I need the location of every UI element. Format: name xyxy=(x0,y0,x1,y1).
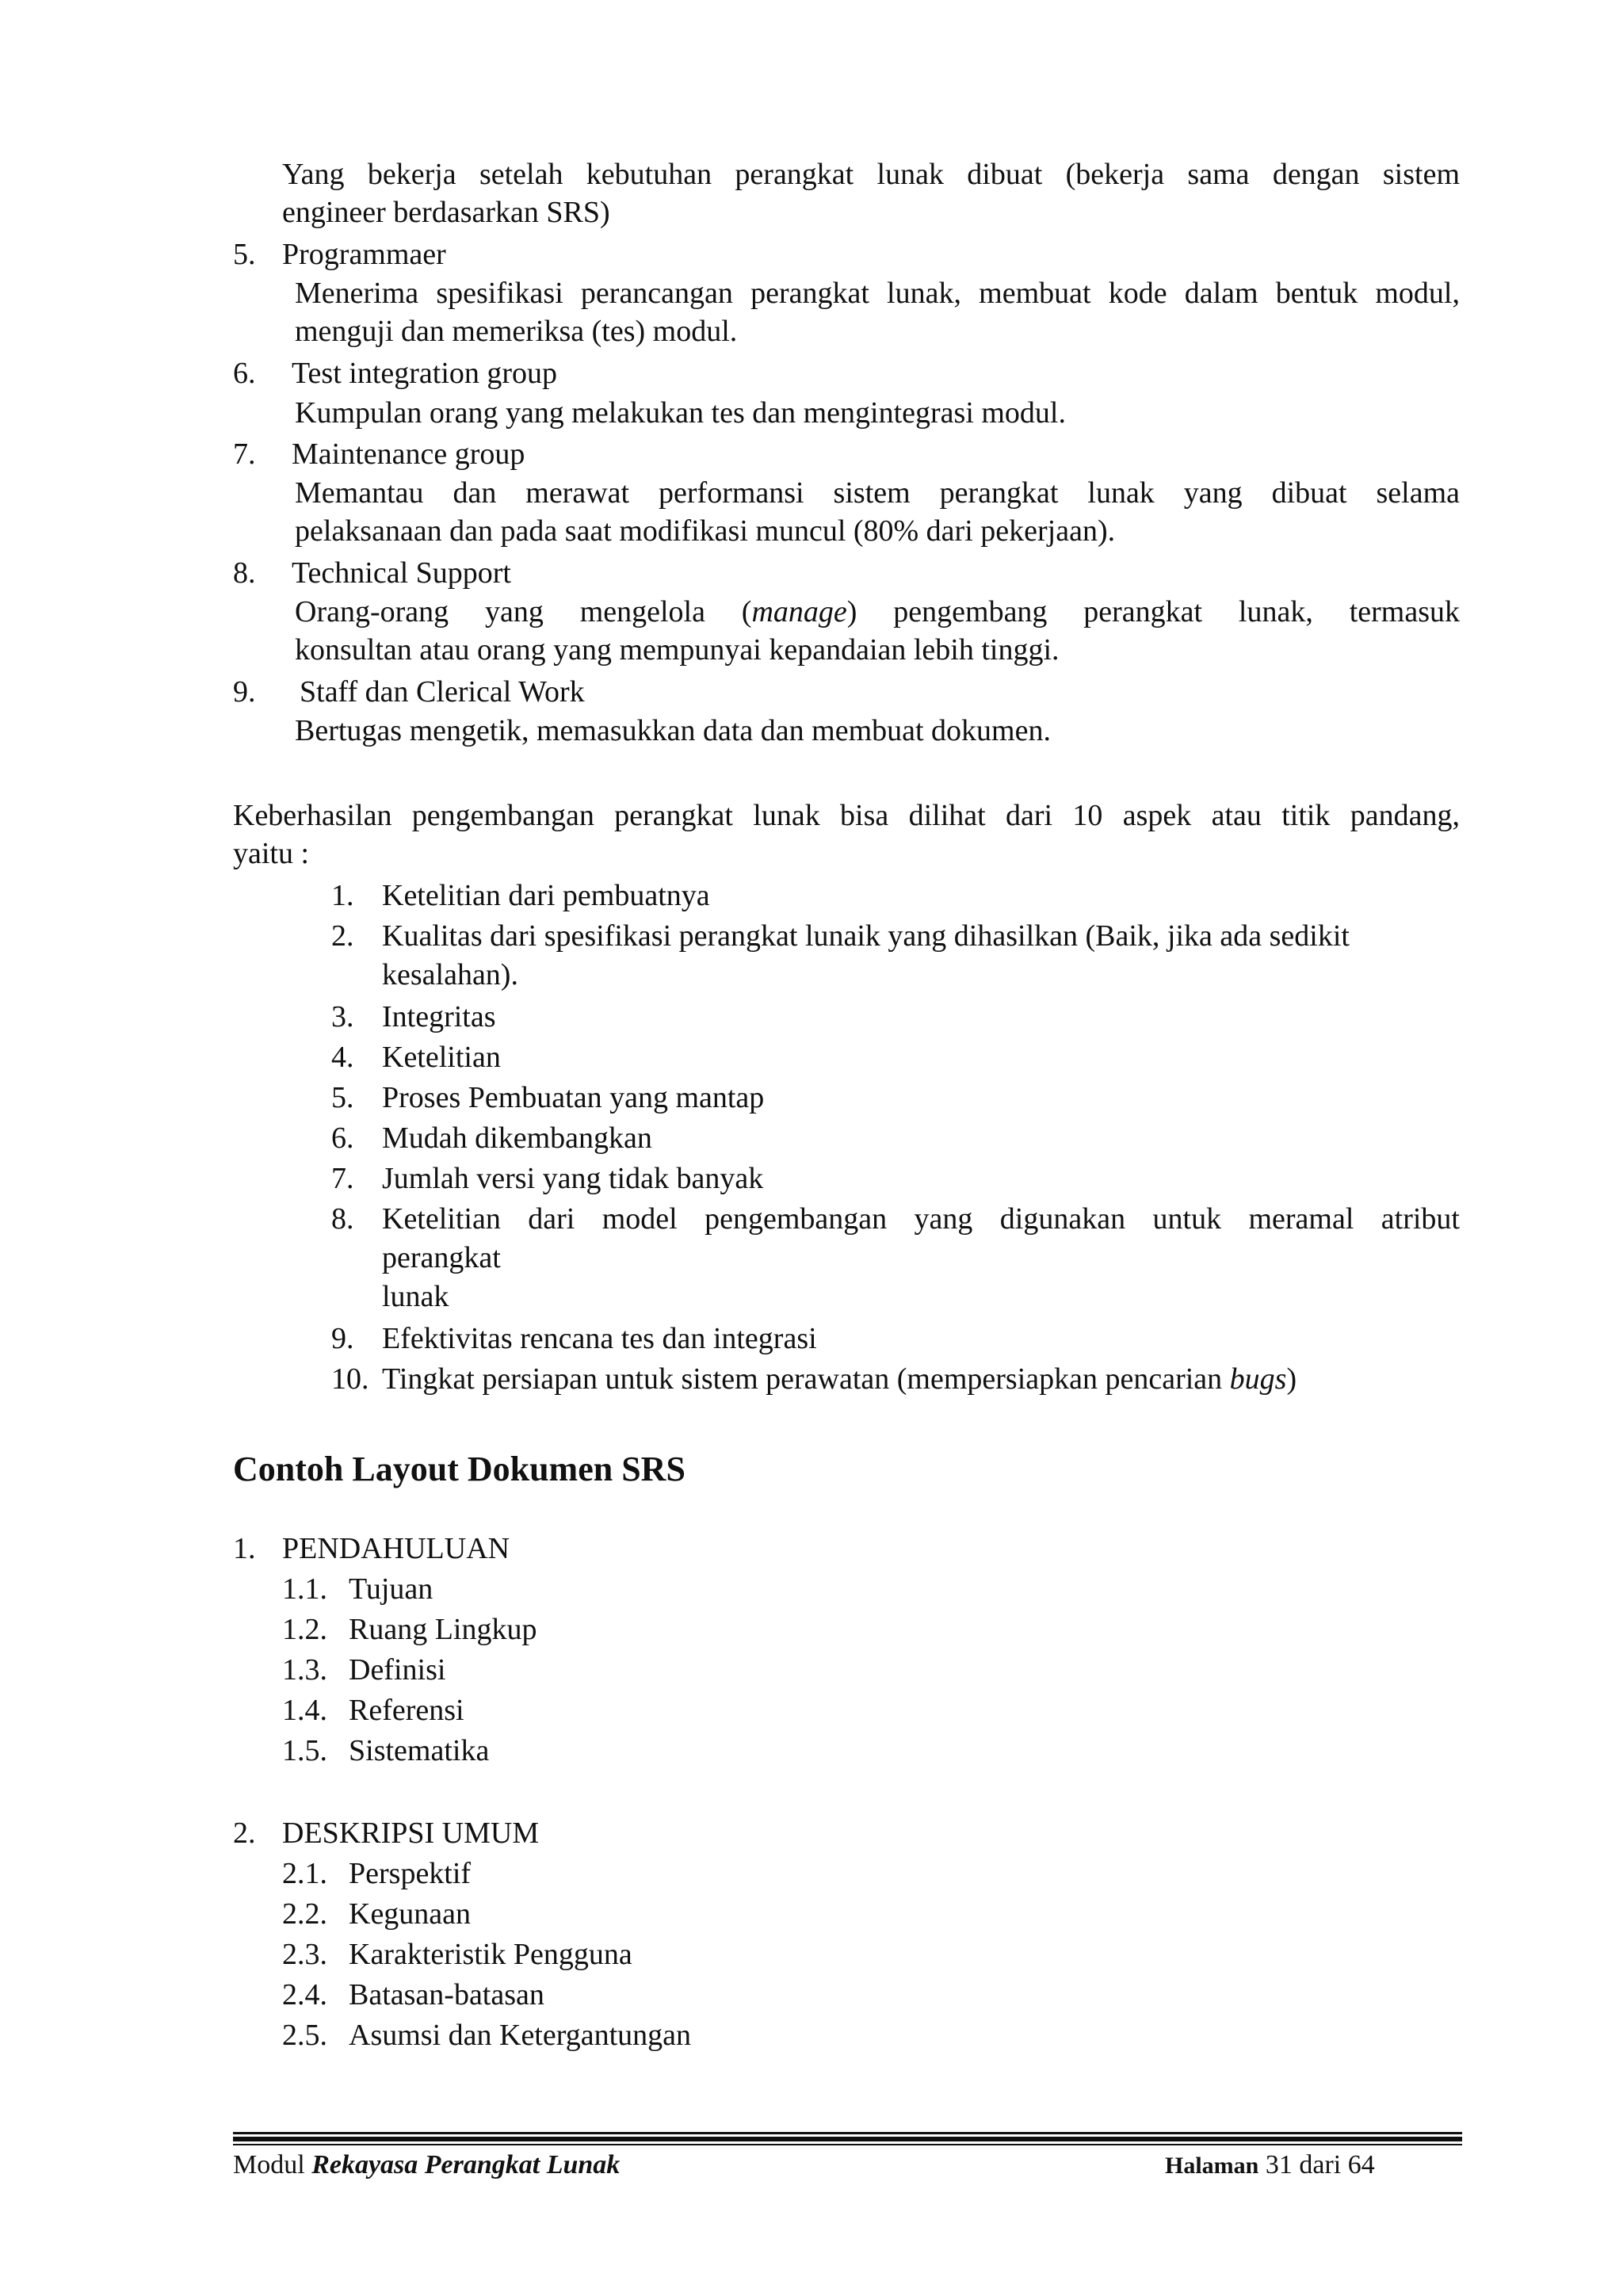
srs-subsection-number: 1.4. xyxy=(282,1694,327,1727)
role-number: 9. xyxy=(233,675,256,709)
srs-subsection-number: 2.3. xyxy=(282,1938,327,1971)
aspect-text: Mudah dikembangkan xyxy=(382,1121,652,1155)
srs-subsection-title: Referensi xyxy=(349,1694,464,1727)
srs-subsection-number: 2.5. xyxy=(282,2019,327,2052)
role-description: Bertugas mengetik, memasukkan data dan membuat dokumen. xyxy=(295,714,1051,747)
srs-section-number: 2. xyxy=(233,1817,256,1850)
role-description: Kumpulan orang yang melakukan tes dan mengintegrasi modul. xyxy=(295,396,1066,430)
footer-module: Modul Rekayasa Perangkat Lunak xyxy=(233,2150,621,2179)
section-heading: Contoh Layout Dokumen SRS xyxy=(233,1450,685,1488)
srs-subsection-number: 1.1. xyxy=(282,1572,327,1606)
role-number: 8. xyxy=(233,556,256,590)
footer-rule xyxy=(233,2144,1462,2145)
srs-subsection-number: 1.2. xyxy=(282,1613,327,1646)
srs-subsection-title: Karakteristik Pengguna xyxy=(349,1938,632,1971)
aspect-text: Tingkat persiapan untuk sistem perawatan (mempersiapkan pencarian bugs) xyxy=(382,1362,1297,1396)
aspect-number: 2. xyxy=(331,919,354,953)
aspect-text: Kualitas dari spesifikasi perangkat lunaik yang dihasilkan (Baik, jika ada sedikit xyxy=(382,919,1350,953)
role-intro-line2: engineer berdasarkan SRS) xyxy=(282,196,610,229)
srs-subsection-number: 2.1. xyxy=(282,1857,327,1890)
srs-subsection-title: Perspektif xyxy=(349,1857,472,1890)
role-description: Memantau dan merawat performansi sistem perangkat lunak yang dibuat selama xyxy=(295,476,1460,510)
aspect-text: Proses Pembuatan yang mantap xyxy=(382,1081,765,1114)
aspect-text: Ketelitian xyxy=(382,1041,501,1074)
srs-subsection-title: Sistematika xyxy=(349,1734,490,1767)
aspect-number: 7. xyxy=(331,1162,354,1195)
srs-subsection-number: 2.4. xyxy=(282,1978,327,2011)
success-intro-line1: Keberhasilan pengembangan perangkat lunak bisa dilihat dari 10 aspek atau titik pandang, xyxy=(233,799,1460,832)
srs-section-title: DESKRIPSI UMUM xyxy=(282,1817,540,1850)
srs-subsection-number: 2.2. xyxy=(282,1897,327,1931)
srs-subsection-title: Tujuan xyxy=(349,1572,433,1606)
role-number: 5. xyxy=(233,238,256,271)
role-title: Test integration group xyxy=(292,357,558,390)
success-intro-line2: yaitu : xyxy=(233,837,310,870)
aspect-text: Ketelitian dari model pengembangan yang digunakan untuk meramal atribut xyxy=(382,1202,1460,1236)
aspect-number: 6. xyxy=(331,1121,354,1155)
role-description: konsultan atau orang yang mempunyai kepandaian lebih tinggi. xyxy=(295,633,1060,667)
srs-subsection-title: Kegunaan xyxy=(349,1897,472,1931)
aspect-text: Efektivitas rencana tes dan integrasi xyxy=(382,1322,817,1355)
srs-section-title: PENDAHULUAN xyxy=(282,1532,510,1565)
aspect-text: Jumlah versi yang tidak banyak xyxy=(382,1162,764,1195)
footer-page-number: Halaman 31 dari 64 xyxy=(1165,2150,1375,2179)
role-number: 6. xyxy=(233,357,256,390)
srs-subsection-number: 1.3. xyxy=(282,1653,327,1687)
aspect-text: kesalahan). xyxy=(382,958,518,991)
srs-subsection-number: 1.5. xyxy=(282,1734,327,1767)
aspect-number: 4. xyxy=(331,1041,354,1074)
aspect-number: 1. xyxy=(331,879,354,912)
aspect-text: Integritas xyxy=(382,1000,496,1033)
footer-rule xyxy=(233,2132,1462,2134)
srs-section-number: 1. xyxy=(233,1532,256,1565)
aspect-number: 5. xyxy=(331,1081,354,1114)
aspect-number: 3. xyxy=(331,1000,354,1033)
role-title: Programmaer xyxy=(282,238,446,271)
srs-subsection-title: Batasan-batasan xyxy=(349,1978,544,2011)
aspect-text: perangkat xyxy=(382,1241,501,1274)
srs-subsection-title: Asumsi dan Ketergantungan xyxy=(349,2019,691,2052)
aspect-number: 8. xyxy=(331,1202,354,1236)
role-description: Menerima spesifikasi perancangan perangkat lunak, membuat kode dalam bentuk modul, xyxy=(295,277,1460,310)
role-title: Maintenance group xyxy=(292,437,525,471)
footer-rule xyxy=(233,2137,1462,2141)
role-description: menguji dan memeriksa (tes) modul. xyxy=(295,315,738,348)
role-title: Staff dan Clerical Work xyxy=(300,675,585,709)
role-title: Technical Support xyxy=(292,556,511,590)
role-number: 7. xyxy=(233,437,256,471)
aspect-number: 9. xyxy=(331,1322,354,1355)
srs-subsection-title: Definisi xyxy=(349,1653,446,1687)
srs-subsection-title: Ruang Lingkup xyxy=(349,1613,537,1646)
aspect-text: Ketelitian dari pembuatnya xyxy=(382,879,710,912)
role-description: Orang-orang yang mengelola (manage) pengembang perangkat lunak, termasuk xyxy=(295,595,1460,628)
aspect-number: 10. xyxy=(331,1362,369,1396)
role-description: pelaksanaan dan pada saat modifikasi muncul (80% dari pekerjaan). xyxy=(295,514,1116,548)
aspect-text: lunak xyxy=(382,1280,449,1313)
role-intro-line1: Yang bekerja setelah kebutuhan perangkat lunak dibuat (bekerja sama dengan sistem xyxy=(282,158,1460,191)
